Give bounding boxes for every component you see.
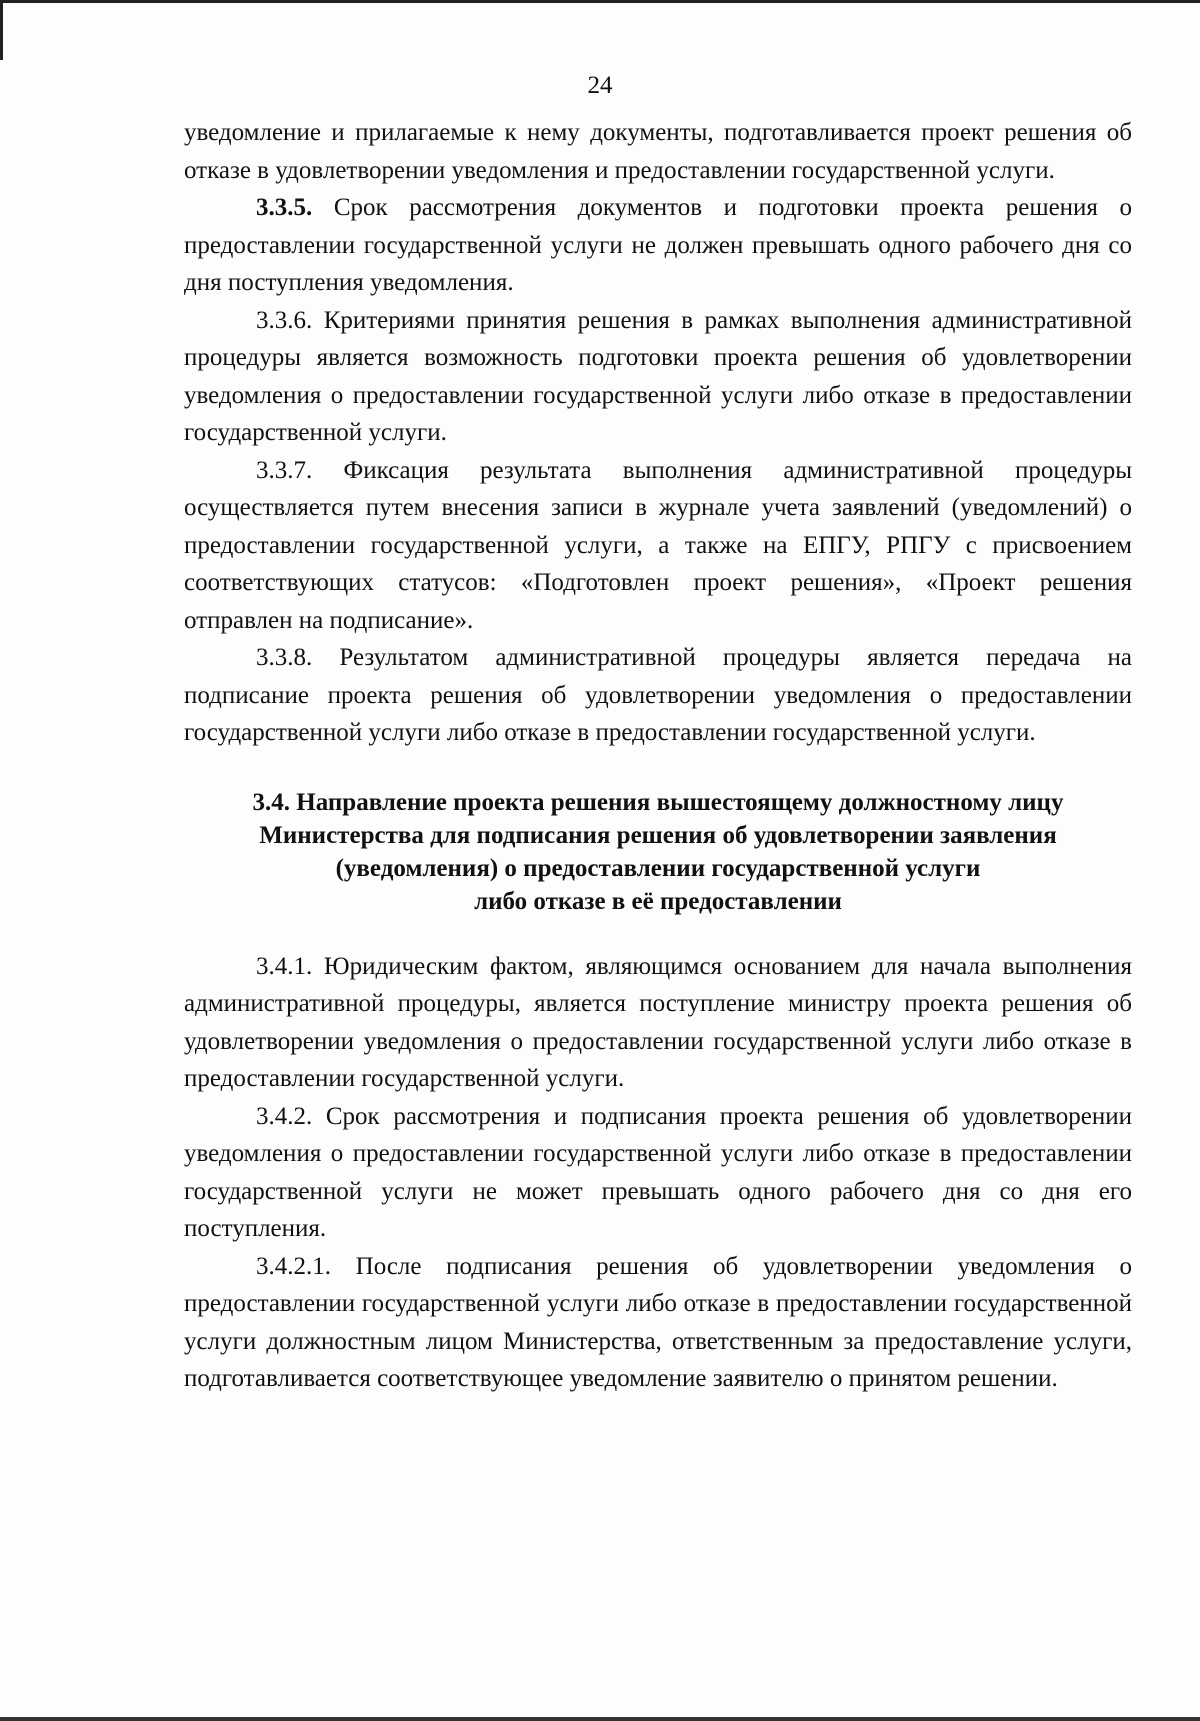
paragraph-3-3-7 — [184, 452, 1132, 640]
paragraph-text: 3.3.8. Результатом административной процедуры является передача на подписание проекта решения об удовлетворении уведомления о предоставлении государственной услуги либо отказе в предоставлении государственной услуги. — [184, 644, 1132, 746]
heading-line: либо отказе в её предоставлении — [474, 887, 842, 915]
paragraph-number: 3.3.5. — [256, 194, 313, 221]
heading-line: (уведомления) о предоставлении государственной услуги — [335, 854, 981, 882]
document-body — [184, 114, 1132, 1398]
scan-edge-left — [0, 0, 3, 60]
paragraph-text: 3.3.6. Критериями принятия решения в рамках выполнения административной процедуры является возможность подготовки проекта решения об удовлетворении уведомления о предоставлении государственной услуги либо отказе в предоставлении государственной услуги. — [184, 306, 1132, 446]
paragraph-text: 3.4.2. Срок рассмотрения и подписания проекта решения об удовлетворении уведомления о предоставлении государственной услуги либо отказе в предоставлении государственной услуги не может превышать одного рабочего дня со дня его поступления. — [184, 1102, 1132, 1242]
paragraph-text: 3.3.7. Фиксация результата выполнения административной процедуры осуществляется путем внесения записи в журнале учета заявлений (уведомлений) о предоставлении государственной услуги, а также на ЕПГУ, РПГУ с присвоением соответствующих статусов: «Подготовлен проект решения», «Проект решения отправлен на подписание». — [184, 456, 1132, 634]
paragraph-3-3-5 — [184, 189, 1132, 302]
paragraph-text: уведомление и прилагаемые к нему документы, подготавливается проект решения об отказе в удовлетворении уведомления и предоставлении государственной услуги. — [184, 119, 1132, 184]
paragraph-3-4-2-1 — [184, 1248, 1132, 1398]
paragraph-continuation — [184, 114, 1132, 189]
scan-edge-bottom — [0, 1717, 1200, 1721]
paragraph-text: 3.4.2.1. После подписания решения об удовлетворении уведомления о предоставлении государственной услуги либо отказе в предоставлении государственной услуги должностным лицом Министерства, ответственным за предоставление услуги, подготавливается соответствующее уведомление заявителю о принятом решении. — [184, 1252, 1132, 1392]
section-heading-3-4 — [184, 786, 1132, 918]
paragraph-3-4-2 — [184, 1098, 1132, 1248]
paragraph-3-4-1 — [184, 948, 1132, 1098]
paragraph-text: Срок рассмотрения документов и подготовки проекта решения о предоставлении государственной услуги не должен превышать одного рабочего дня со дня поступления уведомления. — [184, 194, 1132, 296]
heading-line: 3.4. Направление проекта решения вышестоящему должностному лицу — [252, 788, 1064, 816]
paragraph-3-3-6 — [184, 302, 1132, 452]
paragraph-text: 3.4.1. Юридическим фактом, являющимся основанием для начала выполнения административной процедуры, является поступление министру проекта решения об удовлетворении уведомления о предоставлении государственной услуги либо отказе в предоставлении государственной услуги. — [184, 952, 1132, 1092]
scan-edge-top — [0, 0, 1200, 3]
paragraph-3-3-8 — [184, 639, 1132, 752]
page-number: 24 — [587, 72, 613, 99]
heading-line: Министерства для подписания решения об удовлетворении заявления — [259, 821, 1057, 849]
